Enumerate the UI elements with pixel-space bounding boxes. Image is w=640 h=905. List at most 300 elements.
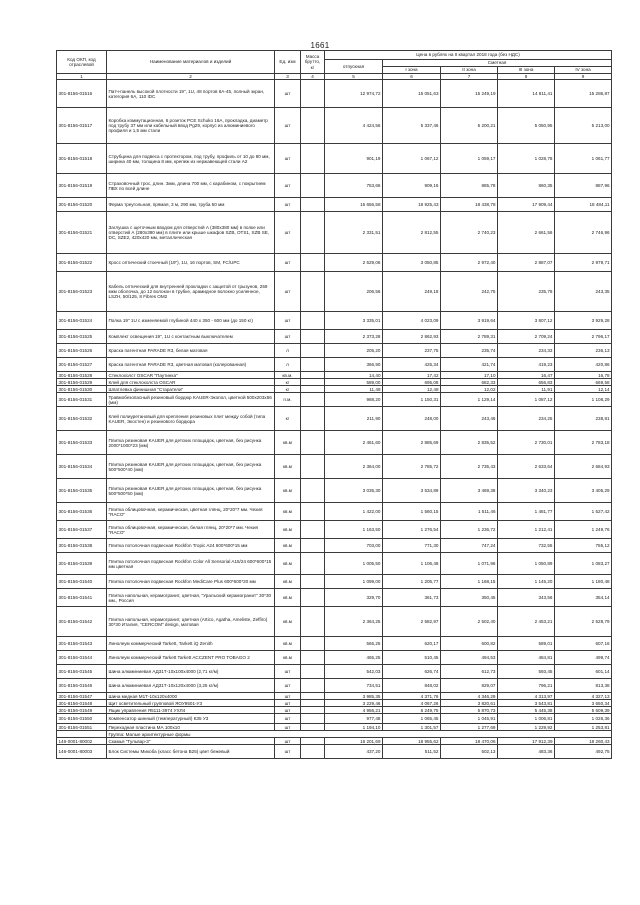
- row-zone-4-price: 243,35: [555, 272, 612, 312]
- row-code: 301-8156-01536: [57, 503, 107, 521]
- row-name: Травмобезопасный резиновый бордюр KAUER-Экопол, цветной 500x203x56 (мм): [107, 393, 275, 407]
- table-row: [57, 707, 612, 714]
- row-unit: шт: [275, 665, 301, 679]
- row-zone-1-price: 12,48: [383, 386, 441, 393]
- row-code: 301-8156-01549: [57, 707, 107, 714]
- row-mass: [301, 312, 325, 330]
- row-code: 301-8156-01526: [57, 344, 107, 358]
- table-body: [57, 80, 612, 759]
- row-zone-3-price: 5 050,95: [498, 108, 555, 144]
- row-zone-2-price: 5 200,21: [441, 108, 498, 144]
- table-row: [57, 521, 612, 539]
- row-name: Комплект освещения 19", 1U с контактным выключателем: [107, 330, 275, 344]
- row-release-price: 16 201,69: [325, 738, 383, 745]
- row-zone-4-price: 15 286,87: [555, 80, 612, 108]
- row-release-price: 753,66: [325, 174, 383, 198]
- row-zone-1-price: 4 371,76: [383, 693, 441, 700]
- table-row: [57, 724, 612, 731]
- row-name: Клей для стеклохолста OSCAR: [107, 379, 275, 386]
- row-name: Плитка облицовочная, керамическая, белая глянц, 20*20*7 мм. Чехия "RACO": [107, 521, 275, 539]
- row-zone-3-price: 484,81: [498, 651, 555, 665]
- row-name: Шина медная М1Т-10x120x4000: [107, 693, 275, 700]
- row-zone-2-price: 1 071,96: [441, 553, 498, 575]
- row-mass: [301, 254, 325, 272]
- row-name: Плитка облицовочная, керамическая, цветная глянц, 20*20*7 мм. Чехия "RACO": [107, 503, 275, 521]
- row-code: 301-8156-01538: [57, 539, 107, 553]
- row-zone-1-price: 2 582,97: [383, 607, 441, 637]
- row-release-price: 2 373,28: [325, 330, 383, 344]
- row-mass: [301, 479, 325, 503]
- table-row: [57, 479, 612, 503]
- row-zone-1-price: 909,16: [383, 174, 441, 198]
- row-zone-1-price: 2 885,69: [383, 431, 441, 455]
- table-row: [57, 312, 612, 330]
- row-mass: [301, 407, 325, 431]
- row-mass: [301, 589, 325, 607]
- header-name: Наименование материалов и изделий: [107, 51, 275, 74]
- row-release-price: 366,90: [325, 358, 383, 372]
- row-release-price: 2 331,51: [325, 212, 383, 254]
- column-number: 1: [57, 74, 107, 80]
- row-mass: [301, 745, 325, 759]
- table-row: [57, 679, 612, 693]
- row-zone-1-price: 361,73: [383, 589, 441, 607]
- row-zone-2-price: 18 438,78: [441, 198, 498, 212]
- row-release-price: 1 163,50: [325, 521, 383, 539]
- row-mass: [301, 679, 325, 693]
- row-code: 301-8156-01525: [57, 330, 107, 344]
- row-zone-2-price: 829,07: [441, 679, 498, 693]
- header-estimate-group: Сметная: [383, 60, 612, 67]
- row-zone-4-price: 420,86: [555, 358, 612, 372]
- row-code: 301-8156-01519: [57, 174, 107, 198]
- row-release-price: 465,25: [325, 651, 383, 665]
- row-zone-3-price: 17 912,39: [498, 738, 555, 745]
- row-code: 301-8156-01527: [57, 358, 107, 372]
- row-zone-1-price: 18 925,43: [383, 198, 441, 212]
- row-zone-4-price: 2 783,18: [555, 431, 612, 455]
- row-code: 301-8156-01528: [57, 372, 107, 379]
- row-release-price: 3 229,46: [325, 700, 383, 707]
- row-mass: [301, 144, 325, 174]
- row-mass: [301, 651, 325, 665]
- table-row: [57, 738, 612, 745]
- row-zone-3-price: 234,25: [498, 407, 555, 431]
- row-code: 301-8156-01532: [57, 407, 107, 431]
- row-zone-1-price: 1 067,12: [383, 144, 441, 174]
- row-zone-3-price: 1 229,92: [498, 724, 555, 731]
- row-zone-1-price: 17,42: [383, 372, 441, 379]
- row-code: 301-8156-01540: [57, 575, 107, 589]
- row-code: 301-8156-01550: [57, 714, 107, 724]
- row-zone-2-price: 242,75: [441, 272, 498, 312]
- row-unit: шт: [275, 724, 301, 731]
- row-release-price: 3 985,35: [325, 693, 383, 700]
- row-name: Шпатлевка финишная "Старатели": [107, 386, 275, 393]
- row-zone-3-price: 3 340,23: [498, 479, 555, 503]
- row-zone-3-price: 4 313,97: [498, 693, 555, 700]
- header-zone-1: I зона: [383, 67, 441, 74]
- row-zone-2-price: 350,45: [441, 589, 498, 607]
- row-mass: [301, 714, 325, 724]
- row-zone-3-price: 860,35: [498, 174, 555, 198]
- row-unit: шт: [275, 738, 301, 745]
- row-mass: [301, 379, 325, 386]
- row-zone-1-price: 3 050,85: [383, 254, 441, 272]
- row-zone-2-price: 600,82: [441, 637, 498, 651]
- price-table: [56, 50, 612, 759]
- row-zone-1-price: 248,00: [383, 407, 441, 431]
- row-name: Плитка потолочная подвесная Rockfon MediCare Plus 600*600*20 мм: [107, 575, 275, 589]
- row-zone-1-price: 15 051,63: [383, 80, 441, 108]
- row-name: Патч-панель высокой плотности 19", 1U, 48 портов 6A-45, полный экран, категория 6A, 110 IDC: [107, 80, 275, 108]
- row-zone-4-price: 1 253,81: [555, 724, 612, 731]
- row-name: Заглушка с щеточным вводом для отверстий А (380x380 мм) в полке или отверстий А (280x390 мм) в плите или крыше шкафов SZB, OTS1, SZB SE, DC, SZE2, 420x420 мм, металлическая: [107, 212, 275, 254]
- row-zone-2-price: 2 835,52: [441, 431, 498, 455]
- row-unit: шт: [275, 198, 301, 212]
- row-release-price: 15 656,58: [325, 198, 383, 212]
- row-release-price: 3 335,01: [325, 312, 383, 330]
- row-name: Струбцина для подвеса с протектором, под трубу, профиль от 10 до 80 мм, ширина 40 мм, толщина 8 мм, крепеж из нержавеющей стали A2: [107, 144, 275, 174]
- row-unit: кв.м: [275, 575, 301, 589]
- row-mass: [301, 503, 325, 521]
- row-zone-4-price: 601,14: [555, 665, 612, 679]
- row-zone-2-price: 3 820,61: [441, 700, 498, 707]
- row-zone-4-price: 3 929,28: [555, 312, 612, 330]
- header-release: отпускная: [325, 60, 383, 74]
- column-number: 7: [441, 74, 498, 80]
- row-name: Полка 19" 1U с изменяемой глубиной 440 x 350 - 600 мм (до 150 кг): [107, 312, 275, 330]
- row-zone-1-price: 1 301,57: [383, 724, 441, 731]
- row-zone-3-price: 2 661,56: [498, 212, 555, 254]
- row-mass: [301, 198, 325, 212]
- row-name: Стеклохолст OSCAR "Паутинка": [107, 372, 275, 379]
- table-header: [57, 51, 612, 80]
- row-unit: кг: [275, 386, 301, 393]
- table-row: [57, 431, 612, 455]
- row-mass: [301, 724, 325, 731]
- row-unit: кг: [275, 407, 301, 431]
- row-zone-4-price: 18 484,11: [555, 198, 612, 212]
- row-zone-1-price: 848,02: [383, 679, 441, 693]
- row-zone-3-price: 1 212,41: [498, 521, 555, 539]
- row-code: 301-8156-01545: [57, 665, 107, 679]
- row-zone-2-price: 1 129,14: [441, 393, 498, 407]
- row-zone-3-price: 419,23: [498, 358, 555, 372]
- row-unit: шт: [275, 330, 301, 344]
- row-zone-3-price: 2 633,64: [498, 455, 555, 479]
- row-unit: кв.м.: [275, 372, 301, 379]
- row-mass: [301, 738, 325, 745]
- table-row: [57, 503, 612, 521]
- row-code: 301-8156-01523: [57, 272, 107, 312]
- row-mass: [301, 693, 325, 700]
- row-zone-4-price: 16,78: [555, 372, 612, 379]
- row-unit: шт: [275, 108, 301, 144]
- row-zone-4-price: 354,14: [555, 589, 612, 607]
- table-row: [57, 144, 612, 174]
- row-release-price: 12 974,72: [325, 80, 383, 108]
- row-code: 301-8156-01541: [57, 589, 107, 607]
- table-row: [57, 393, 612, 407]
- row-code: 301-8156-01546: [57, 679, 107, 693]
- table-row: [57, 553, 612, 575]
- row-mass: [301, 272, 325, 312]
- row-unit: кв.м: [275, 589, 301, 607]
- row-zone-2-price: 612,73: [441, 665, 498, 679]
- row-zone-3-price: 2 453,21: [498, 607, 555, 637]
- row-zone-2-price: 3 469,38: [441, 479, 498, 503]
- row-zone-3-price: 796,21: [498, 679, 555, 693]
- row-zone-4-price: 1 180,48: [555, 575, 612, 589]
- row-release-price: 3 035,30: [325, 479, 383, 503]
- row-code: 146-0001-80002: [57, 738, 107, 745]
- row-zone-2-price: 2 735,43: [441, 455, 498, 479]
- row-name: Шина алюминиевая АД31Т-10x100x4000 (2,71 кг/м): [107, 665, 275, 679]
- row-zone-3-price: 593,45: [498, 665, 555, 679]
- row-name: Плитка резиновая KAUER для детских площадок, цветная, без рисунка 500*500*50 (мм): [107, 479, 275, 503]
- row-zone-4-price: 755,12: [555, 539, 612, 553]
- group-row-spacer: [57, 731, 107, 738]
- row-unit: кг: [275, 379, 301, 386]
- table-row: [57, 589, 612, 607]
- row-mass: [301, 607, 325, 637]
- row-code: 146-0001-80003: [57, 745, 107, 759]
- row-zone-4-price: 2 684,93: [555, 455, 612, 479]
- row-mass: [301, 521, 325, 539]
- row-zone-2-price: 1 511,46: [441, 503, 498, 521]
- table-row: [57, 407, 612, 431]
- row-zone-3-price: 1 481,77: [498, 503, 555, 521]
- header-unit: Ед. изм: [275, 51, 301, 74]
- page-number: 1661: [310, 41, 330, 50]
- row-zone-2-price: 1 045,91: [441, 714, 498, 724]
- table-row: [57, 651, 612, 665]
- row-mass: [301, 393, 325, 407]
- row-name: Линолеум коммерческий Tarkett Tarkett ACCZENT PRO TOBAGO 2: [107, 651, 275, 665]
- group-row-title: Группа: Малые архитектурные формы: [107, 731, 612, 738]
- row-zone-4-price: 813,38: [555, 679, 612, 693]
- row-name: Компенсатор шинный (температурный) КЗ5 У3: [107, 714, 275, 724]
- row-zone-4-price: 4 327,13: [555, 693, 612, 700]
- row-zone-3-price: 589,01: [498, 637, 555, 651]
- row-unit: кв.м: [275, 539, 301, 553]
- row-unit: шт: [275, 745, 301, 759]
- row-zone-1-price: 1 150,31: [383, 393, 441, 407]
- row-code: 301-8156-01544: [57, 651, 107, 665]
- row-release-price: 734,51: [325, 679, 383, 693]
- row-zone-2-price: 17,10: [441, 372, 498, 379]
- row-zone-3-price: 483,36: [498, 745, 555, 759]
- row-unit: шт: [275, 312, 301, 330]
- row-zone-3-price: 343,56: [498, 589, 555, 607]
- table-row: [57, 254, 612, 272]
- row-mass: [301, 80, 325, 108]
- row-zone-1-price: 2 812,55: [383, 212, 441, 254]
- row-zone-1-price: 3 534,89: [383, 479, 441, 503]
- row-mass: [301, 665, 325, 679]
- row-zone-4-price: 12,14: [555, 386, 612, 393]
- row-zone-3-price: 235,78: [498, 272, 555, 312]
- row-zone-3-price: 3 807,12: [498, 312, 555, 330]
- row-release-price: 589,00: [325, 379, 383, 386]
- row-zone-2-price: 2 740,23: [441, 212, 498, 254]
- column-number: 4: [301, 74, 325, 80]
- row-zone-4-price: 18 260,43: [555, 738, 612, 745]
- row-name: Ферма треугольная, прямая, 3 м, 290 мм, труба 50 мм: [107, 198, 275, 212]
- row-zone-3-price: 2 887,07: [498, 254, 555, 272]
- row-zone-3-price: 14 811,41: [498, 80, 555, 108]
- header-zone-4: IV зона: [555, 67, 612, 74]
- row-name: Плитка напольная, керамогранит, цветная (Artico, Agatha, Ameliste, Zeffiro) 30*30 Италия, "CERCOM" design, матовая: [107, 607, 275, 637]
- row-zone-3-price: 732,55: [498, 539, 555, 553]
- row-zone-3-price: 1 145,20: [498, 575, 555, 589]
- row-zone-1-price: 2 785,72: [383, 455, 441, 479]
- table-row: [57, 379, 612, 386]
- column-number: 6: [383, 74, 441, 80]
- row-release-price: 1 099,00: [325, 575, 383, 589]
- row-mass: [301, 637, 325, 651]
- row-code: 301-8156-01533: [57, 431, 107, 455]
- row-zone-4-price: 5 609,39: [555, 707, 612, 714]
- row-code: 301-8156-01529: [57, 379, 107, 386]
- row-zone-1-price: 620,17: [383, 637, 441, 651]
- row-code: 301-8156-01522: [57, 254, 107, 272]
- row-mass: [301, 358, 325, 372]
- header-mass: Масса брутто, кг: [301, 51, 325, 74]
- row-release-price: 437,20: [325, 745, 383, 759]
- row-zone-1-price: 1 276,54: [383, 521, 441, 539]
- row-release-price: 4 956,21: [325, 707, 383, 714]
- row-zone-2-price: 494,53: [441, 651, 498, 665]
- row-release-price: 542,03: [325, 665, 383, 679]
- table-row: [57, 174, 612, 198]
- table-row: [57, 700, 612, 707]
- row-name: Щит осветительный групповой ЯОУ9501-У3: [107, 700, 275, 707]
- row-zone-3-price: 2 709,24: [498, 330, 555, 344]
- row-zone-4-price: 2 796,17: [555, 330, 612, 344]
- row-release-price: 1 422,00: [325, 503, 383, 521]
- row-name: Линолеум коммерческий Tarkett, Tarkett iQ Zenith: [107, 637, 275, 651]
- row-mass: [301, 455, 325, 479]
- row-release-price: 329,70: [325, 589, 383, 607]
- table-row: [57, 358, 612, 372]
- row-release-price: 565,25: [325, 637, 383, 651]
- row-zone-1-price: 1 560,15: [383, 503, 441, 521]
- header-zone-2: II зона: [441, 67, 498, 74]
- table-row: [57, 272, 612, 312]
- row-zone-1-price: 6 249,75: [383, 707, 441, 714]
- row-zone-2-price: 2 789,31: [441, 330, 498, 344]
- row-release-price: 988,20: [325, 393, 383, 407]
- column-number: 2: [107, 74, 275, 80]
- row-zone-2-price: 1 277,69: [441, 724, 498, 731]
- row-zone-1-price: 626,74: [383, 665, 441, 679]
- table-row: [57, 539, 612, 553]
- header-code: Код ОКП, код отраслевой: [57, 51, 107, 74]
- row-code: 301-8156-01530: [57, 386, 107, 393]
- row-code: 301-8156-01547: [57, 693, 107, 700]
- row-name: Плитка резиновая KAUER для детских площадок, цветная, без рисунка 500*500*40 (мм): [107, 455, 275, 479]
- row-name: Плитка напольная, керамогранит, цветная, "Уральский керамогранит" 30*30 мм., Россия: [107, 589, 275, 607]
- row-zone-2-price: 421,74: [441, 358, 498, 372]
- row-zone-1-price: 237,75: [383, 344, 441, 358]
- row-zone-4-price: 1 026,36: [555, 714, 612, 724]
- row-zone-4-price: 1 527,42: [555, 503, 612, 521]
- row-zone-4-price: 2 528,79: [555, 607, 612, 637]
- row-mass: [301, 108, 325, 144]
- row-unit: кв.м: [275, 607, 301, 637]
- row-mass: [301, 553, 325, 575]
- row-zone-1-price: 510,45: [383, 651, 441, 665]
- column-number: 3: [275, 74, 301, 80]
- row-code: 301-8156-01534: [57, 455, 107, 479]
- row-unit: кв.м: [275, 637, 301, 651]
- row-name: Кабель оптический для внутренней прокладки с защитой от грызунов, 259 мкм оболочка, до 12 волокон в трубке, арамидное волокно усиленное, LSZH, 50/125, 8 Fibres OM2: [107, 272, 275, 312]
- row-zone-4-price: 492,75: [555, 745, 612, 759]
- row-zone-2-price: 5 870,73: [441, 707, 498, 714]
- table-row: [57, 372, 612, 379]
- table-row: [57, 108, 612, 144]
- row-code: 301-8156-01535: [57, 479, 107, 503]
- row-release-price: 205,20: [325, 344, 383, 358]
- header-zone-3: III зона: [498, 67, 555, 74]
- row-unit: п.м.: [275, 393, 301, 407]
- row-unit: кв.м: [275, 479, 301, 503]
- table-row: [57, 386, 612, 393]
- row-zone-2-price: 18 470,06: [441, 738, 498, 745]
- row-zone-1-price: 1 065,45: [383, 714, 441, 724]
- row-name: Ящик управления Я5111-3974 УХЛ4: [107, 707, 275, 714]
- row-zone-4-price: 3 650,34: [555, 700, 612, 707]
- row-zone-2-price: 15 249,19: [441, 80, 498, 108]
- table-row: [57, 330, 612, 344]
- row-code: 301-8156-01521: [57, 212, 107, 254]
- row-zone-1-price: 1 106,48: [383, 553, 441, 575]
- row-release-price: 2 461,60: [325, 431, 383, 455]
- row-zone-3-price: 1 006,81: [498, 714, 555, 724]
- row-zone-2-price: 1 059,17: [441, 144, 498, 174]
- row-unit: шт: [275, 212, 301, 254]
- row-zone-2-price: 885,78: [441, 174, 498, 198]
- row-zone-2-price: 1 236,72: [441, 521, 498, 539]
- row-release-price: 703,00: [325, 539, 383, 553]
- row-release-price: 2 529,06: [325, 254, 383, 272]
- row-zone-4-price: 1 108,29: [555, 393, 612, 407]
- row-zone-1-price: 2 862,93: [383, 330, 441, 344]
- row-zone-4-price: 236,13: [555, 344, 612, 358]
- row-mass: [301, 212, 325, 254]
- row-unit: кв.м: [275, 455, 301, 479]
- row-zone-4-price: 2 979,71: [555, 254, 612, 272]
- row-name: Кросс оптический стоечный (19"), 1U, 16 портов, SM, FC/UPC: [107, 254, 275, 272]
- row-zone-4-price: 1 083,27: [555, 553, 612, 575]
- row-mass: [301, 330, 325, 344]
- group-row: [57, 731, 612, 738]
- row-name: Клей полиуретановый для крепления резиновых плит между собой (типа KAUER, Экостен) и резинового бордюра: [107, 407, 275, 431]
- row-mass: [301, 174, 325, 198]
- row-zone-2-price: 747,24: [441, 539, 498, 553]
- row-mass: [301, 431, 325, 455]
- row-unit: л: [275, 344, 301, 358]
- table-row: [57, 637, 612, 651]
- row-code: 301-8156-01548: [57, 700, 107, 707]
- row-zone-1-price: 425,34: [383, 358, 441, 372]
- row-zone-1-price: 695,08: [383, 379, 441, 386]
- row-zone-4-price: 3 405,29: [555, 479, 612, 503]
- row-zone-2-price: 12,02: [441, 386, 498, 393]
- row-unit: кв.м: [275, 651, 301, 665]
